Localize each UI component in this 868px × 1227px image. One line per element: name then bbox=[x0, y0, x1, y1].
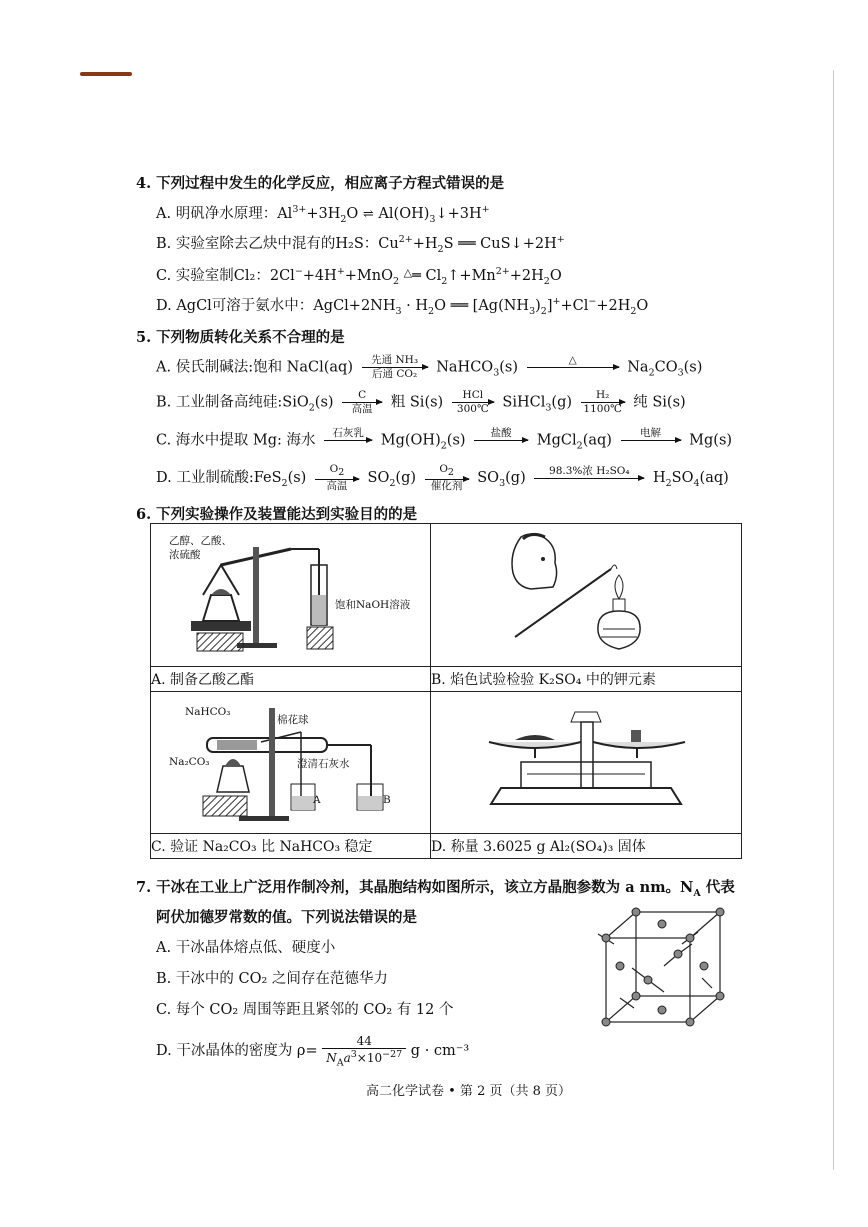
q6-caption-a: A. 制备乙酸乙酯 bbox=[151, 666, 431, 691]
corner-mark bbox=[80, 72, 132, 76]
q4-d-label: D. AgCl可溶于氨水中： bbox=[156, 298, 314, 314]
q6-c-cotton-label: 棉花球 bbox=[277, 714, 309, 727]
q5-c-arrow1-top: 石灰乳 bbox=[332, 427, 364, 439]
q7-option-b: B. 干冰中的 CO₂ 之间存在范德华力 bbox=[156, 971, 388, 987]
q6-apparatus-table bbox=[150, 523, 742, 859]
q6-figure-b bbox=[431, 525, 741, 665]
q7-option-c: C. 每个 CO₂ 周围等距且紧邻的 CO₂ 有 12 个 bbox=[156, 1002, 454, 1018]
q5-option-b: B. 工业制备高纯硅:SiO$_2$(s) C 高温 粗 Si(s) HCl 300℃ SiHCl$_3$(g) $\frac{\text{H₂}}{1100℃}$ 纯 Si(s) bbox=[156, 389, 686, 415]
q5-d-arrow2-bot: 催化剂 bbox=[430, 480, 463, 493]
q5-b-arrow1-top: C bbox=[358, 389, 367, 401]
q6-c-nahco3-label: NaHCO₃ bbox=[185, 706, 231, 719]
q7-d-numerator: 44 bbox=[322, 1034, 406, 1049]
q6-caption-b: B. 焰色试验检验 K₂SO₄ 中的钾元素 bbox=[431, 666, 742, 691]
q6-c-na2co3-label: Na₂CO₃ bbox=[169, 756, 210, 769]
q6-stem: 6. 下列实验操作及装置能达到实验目的的是 bbox=[136, 506, 418, 523]
q4-stem: 4. 下列过程中发生的化学反应，相应离子方程式错误的是 bbox=[136, 175, 505, 192]
q5-d-label: D. 工业制硫酸: bbox=[156, 470, 254, 487]
q5-option-c: C. 海水中提取 Mg: 海水 石灰乳 $Mg(OH)_2(s)$ 盐酸 MgCl$_2$(aq) 电解 Mg(s) bbox=[156, 427, 733, 452]
q5-b-arrow1-bot: 高温 bbox=[351, 403, 373, 415]
q5-c-arrow3-top: 电解 bbox=[640, 427, 662, 439]
q4-option-c: C. 实验室制Cl₂：2Cl−+4H++MnO$_2$ △═ $Cl_2↑+Mn^{2+}+2H_2O$ bbox=[156, 266, 562, 287]
q7-stem-line1: 7. 干冰在工业上广泛用作制冷剂，其晶胞结构如图所示，该立方晶胞参数为 a nm。$N_A$ 代表 bbox=[136, 879, 735, 899]
page-edge bbox=[833, 70, 834, 1170]
q5-b-arrow3-top: H₂ bbox=[595, 389, 610, 401]
q7-option-a: A. 干冰晶体熔点低、硬度小 bbox=[156, 940, 336, 956]
q7-d-unit: g · cm⁻³ bbox=[410, 1043, 470, 1060]
page-footer: 高二化学试卷 • 第 2 页（共 8 页） bbox=[366, 1084, 572, 1099]
q4-c-label: C. 实验室制Cl₂： bbox=[156, 268, 270, 284]
q5-b-label: B. 工业制备高纯硅: bbox=[156, 394, 283, 411]
q7-stem-part1b: 代表 bbox=[705, 879, 735, 896]
q5-b-arrow2-bot: 300℃ bbox=[456, 403, 489, 415]
q7-d-prefix: D. 干冰晶体的密度为 ρ= bbox=[156, 1043, 318, 1060]
q5-c-arrow2-top: 盐酸 bbox=[490, 427, 512, 439]
q5-option-d: D. 工业制硫酸:FeS$_2$(s) $O_2$ 高温 $SO_2(g)$ $O_2$ 催化剂 $SO_3(g)$ 98.3%浓 H₂SO₄ $H_2SO_4(aq)$ bbox=[156, 463, 729, 493]
q5-a-label: A. 侯氏制碱法:饱和 bbox=[156, 359, 283, 376]
q5-option-a: A. 侯氏制碱法:饱和 NaCl(aq) 先通 NH₃ 后通 CO₂ NaHCO$_3$(s) △ $Na_2CO_3(s)$ bbox=[156, 354, 703, 380]
q6-cell-d bbox=[431, 691, 742, 834]
q5-a-arrow1-bot: 后通 CO₂ bbox=[372, 368, 418, 380]
q5-b-mid: 粗 Si(s) bbox=[390, 394, 444, 411]
q6-c-beaker-b-label: B bbox=[383, 794, 391, 807]
q4-option-a: A. 明矾净水原理：$Al^{3+}+3H_2O$ ⇌ $Al(OH)_3↓+3H^+$ bbox=[156, 204, 490, 225]
q6-figure-c bbox=[151, 692, 430, 832]
q4-b-label: B. 实验室除去乙炔中混有的H₂S： bbox=[156, 236, 379, 252]
dry-ice-unit-cell-figure bbox=[594, 904, 728, 1028]
q6-a-reagent-label-2: 浓硫酸 bbox=[169, 548, 201, 561]
q5-d-arrow3-top: 98.3%浓 H₂SO₄ bbox=[549, 464, 630, 477]
q6-figure-a bbox=[151, 525, 430, 665]
q6-caption-d: D. 称量 3.6025 g Al₂(SO₄)₃ 固体 bbox=[431, 834, 742, 859]
q5-b-arrow3-bot: 1100℃ bbox=[583, 403, 622, 415]
q5-stem: 5. 下列物质转化关系不合理的是 bbox=[136, 329, 345, 346]
q5-b-arrow2-top: HCl bbox=[462, 389, 484, 401]
q5-d-arrow1-bot: 高温 bbox=[326, 480, 348, 493]
q6-cell-b bbox=[431, 524, 742, 667]
q4-a-label: A. 明矾净水原理： bbox=[156, 206, 278, 222]
q5-b-end: 纯 Si(s) bbox=[633, 394, 686, 411]
q5-c-label: C. 海水中提取 Mg: 海水 bbox=[156, 432, 316, 449]
q6-c-beaker-a-label: A bbox=[313, 794, 321, 807]
q6-cell-a bbox=[151, 524, 431, 667]
q6-figure-d bbox=[431, 692, 741, 832]
q6-a-reagent-label-1: 乙醇、乙酸、 bbox=[169, 534, 232, 547]
q6-a-solution-label: 饱和NaOH溶液 bbox=[335, 598, 411, 611]
q7-option-d: D. 干冰晶体的密度为 ρ= 44 $N_Aa^3\times 10^{-27}$ g · cm⁻³ bbox=[156, 1034, 470, 1069]
q6-c-limewater-label: 澄清石灰水 bbox=[297, 758, 350, 771]
q6-caption-c: C. 验证 Na₂CO₃ 比 NaHCO₃ 稳定 bbox=[151, 834, 431, 859]
q4-option-d: D. AgCl可溶于氨水中：$AgCl+2NH_3 \cdot H_2O$ ══ $[Ag(NH_3)_2]^++Cl^-+2H_2O$ bbox=[156, 296, 649, 317]
q4-option-b: B. 实验室除去乙炔中混有的H₂S：$Cu^{2+}+H_2S$ ══ CuS↓+2H+ bbox=[156, 234, 565, 255]
q6-cell-c bbox=[151, 691, 431, 834]
q5-a-arrow1-top: 先通 NH₃ bbox=[371, 354, 419, 366]
q7-stem-part1: 7. 干冰在工业上广泛用作制冷剂，其晶胞结构如图所示，该立方晶胞参数为 a nm。N bbox=[136, 879, 694, 896]
q7-stem-line2: 阿伏加德罗常数的值。下列说法错误的是 bbox=[156, 909, 417, 926]
